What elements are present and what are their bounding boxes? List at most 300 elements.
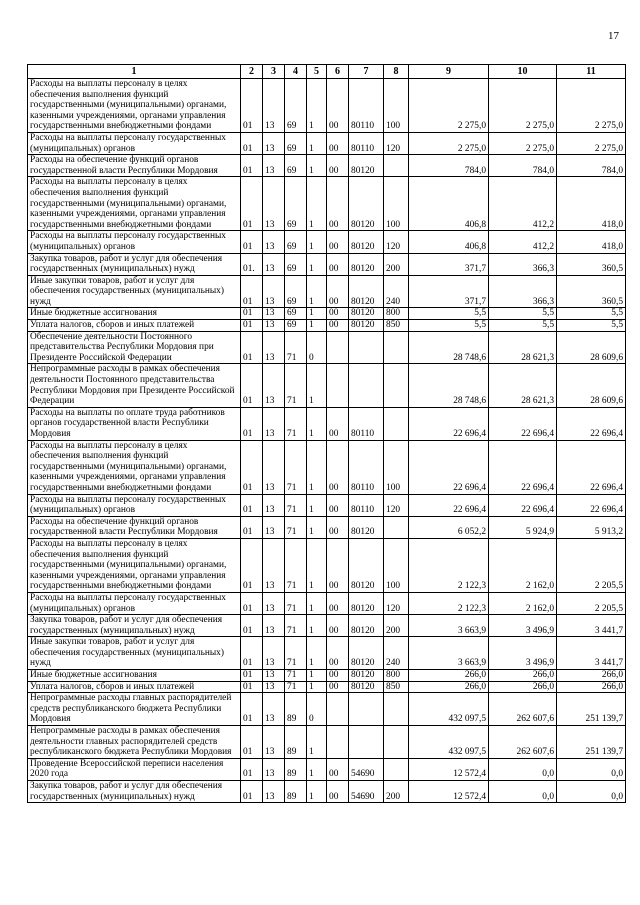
code-direction: 54690	[349, 758, 384, 780]
code-direction: 80120	[349, 538, 384, 592]
code-subprogram: 1	[307, 155, 327, 177]
code-expense-type: 120	[384, 231, 409, 253]
code-program: 89	[285, 726, 307, 759]
code-activity: 00	[327, 494, 349, 516]
row-name: Непрограммные расходы в рамках обеспечения деятельности главных распорядителей средств республиканского бюджета Республики Мордовия	[28, 726, 241, 759]
code-program: 89	[285, 781, 307, 803]
code-section: 01	[241, 177, 263, 231]
row-name: Расходы на выплаты персоналу государственных (муниципальных) органов	[28, 231, 241, 253]
code-subprogram: 0	[307, 331, 327, 364]
code-section: 01	[241, 693, 263, 726]
code-activity: 00	[327, 177, 349, 231]
code-expense-type: 800	[384, 308, 409, 320]
amount-col11: 251 139,7	[557, 726, 626, 759]
amount-col11: 418,0	[557, 231, 626, 253]
table-row	[28, 275, 626, 308]
code-subsection: 13	[263, 670, 285, 682]
code-program: 71	[285, 516, 307, 538]
code-subprogram: 1	[307, 177, 327, 231]
amount-col10: 784,0	[489, 155, 557, 177]
code-section: 01	[241, 726, 263, 759]
amount-col11: 3 441,7	[557, 637, 626, 670]
amount-col11: 360,5	[557, 253, 626, 275]
column-header: 7	[349, 65, 384, 79]
code-subprogram: 1	[307, 320, 327, 332]
code-subprogram: 1	[307, 758, 327, 780]
code-section: 01	[241, 516, 263, 538]
amount-col9: 2 275,0	[409, 132, 489, 154]
table-row	[28, 253, 626, 275]
code-activity	[327, 726, 349, 759]
page-number: 17	[608, 30, 619, 42]
amount-col11: 266,0	[557, 670, 626, 682]
row-name: Непрограммные расходы главных распорядителей средств республиканского бюджета Республики Мордовия	[28, 693, 241, 726]
table-row	[28, 538, 626, 592]
row-name: Закупка товаров, работ и услуг для обеспечения государственных (муниципальных) нужд	[28, 615, 241, 637]
amount-col10: 366,3	[489, 275, 557, 308]
row-name: Расходы на выплаты персоналу государственных (муниципальных) органов	[28, 592, 241, 614]
amount-col10: 28 621,3	[489, 331, 557, 364]
code-expense-type: 200	[384, 615, 409, 637]
code-subprogram: 1	[307, 253, 327, 275]
code-expense-type: 120	[384, 132, 409, 154]
code-program: 69	[285, 177, 307, 231]
code-program: 69	[285, 253, 307, 275]
amount-col10: 2 275,0	[489, 79, 557, 133]
code-section: 01	[241, 275, 263, 308]
row-name: Расходы на выплаты персоналу государственных (муниципальных) органов	[28, 494, 241, 516]
code-subprogram: 1	[307, 637, 327, 670]
code-subprogram: 1	[307, 681, 327, 693]
code-subprogram: 1	[307, 538, 327, 592]
column-header: 11	[557, 65, 626, 79]
code-subprogram: 1	[307, 615, 327, 637]
code-program: 71	[285, 331, 307, 364]
column-header: 1	[28, 65, 241, 79]
code-subprogram: 1	[307, 308, 327, 320]
code-activity: 00	[327, 637, 349, 670]
code-section: 01	[241, 79, 263, 133]
amount-col11: 3 441,7	[557, 615, 626, 637]
code-subsection: 13	[263, 516, 285, 538]
code-subsection: 13	[263, 592, 285, 614]
table-row	[28, 155, 626, 177]
column-header: 6	[327, 65, 349, 79]
table-row	[28, 494, 626, 516]
amount-col10: 2 162,0	[489, 538, 557, 592]
code-program: 69	[285, 79, 307, 133]
code-program: 69	[285, 155, 307, 177]
code-expense-type: 120	[384, 494, 409, 516]
table-row	[28, 758, 626, 780]
code-subsection: 13	[263, 275, 285, 308]
code-activity: 00	[327, 781, 349, 803]
amount-col11: 2 205,5	[557, 538, 626, 592]
table-row	[28, 681, 626, 693]
table-row	[28, 670, 626, 682]
code-expense-type	[384, 516, 409, 538]
row-name: Закупка товаров, работ и услуг для обеспечения государственных (муниципальных) нужд	[28, 253, 241, 275]
amount-col11: 28 609,6	[557, 364, 626, 407]
code-activity: 00	[327, 132, 349, 154]
amount-col10: 266,0	[489, 681, 557, 693]
code-section: 01	[241, 538, 263, 592]
amount-col11: 22 696,4	[557, 440, 626, 494]
code-activity	[327, 331, 349, 364]
code-section: 01	[241, 132, 263, 154]
amount-col9: 784,0	[409, 155, 489, 177]
code-section: 01	[241, 781, 263, 803]
column-header: 5	[307, 65, 327, 79]
code-section: 01	[241, 231, 263, 253]
code-activity: 00	[327, 253, 349, 275]
code-activity: 00	[327, 516, 349, 538]
code-subprogram: 1	[307, 440, 327, 494]
amount-col11: 5 913,2	[557, 516, 626, 538]
amount-col9: 406,8	[409, 177, 489, 231]
amount-col10: 2 162,0	[489, 592, 557, 614]
amount-col11: 0,0	[557, 781, 626, 803]
amount-col9: 2 122,3	[409, 538, 489, 592]
amount-col11: 22 696,4	[557, 494, 626, 516]
amount-col11: 360,5	[557, 275, 626, 308]
amount-col9: 28 748,6	[409, 364, 489, 407]
code-direction: 80120	[349, 308, 384, 320]
code-subprogram: 1	[307, 275, 327, 308]
code-direction: 80110	[349, 132, 384, 154]
amount-col11: 0,0	[557, 758, 626, 780]
code-program: 69	[285, 132, 307, 154]
code-expense-type: 100	[384, 440, 409, 494]
code-program: 69	[285, 320, 307, 332]
amount-col11: 2 205,5	[557, 592, 626, 614]
code-section: 01	[241, 637, 263, 670]
row-name: Иные бюджетные ассигнования	[28, 670, 241, 682]
code-subsection: 13	[263, 538, 285, 592]
amount-col9: 2 275,0	[409, 79, 489, 133]
table-row	[28, 781, 626, 803]
row-name: Непрограммные расходы в рамках обеспечения деятельности Постоянного представительства Республики Мордовия при Президенте Российской Федерации	[28, 364, 241, 407]
code-direction: 80120	[349, 155, 384, 177]
amount-col9: 22 696,4	[409, 494, 489, 516]
row-name: Уплата налогов, сборов и иных платежей	[28, 681, 241, 693]
row-name: Расходы на выплаты персоналу в целях обеспечения выполнения функций государственными (муниципальными) органами, казенными учреждениями, органами управления государственными внебюджетными фондами	[28, 177, 241, 231]
code-subprogram: 1	[307, 132, 327, 154]
code-subsection: 13	[263, 693, 285, 726]
row-name: Расходы на выплаты по оплате труда работников органов государственной власти Республики Мордовия	[28, 407, 241, 440]
code-expense-type: 200	[384, 781, 409, 803]
amount-col9: 12 572,4	[409, 758, 489, 780]
code-activity: 00	[327, 308, 349, 320]
amount-col9: 371,7	[409, 253, 489, 275]
amount-col9: 5,5	[409, 308, 489, 320]
code-subsection: 13	[263, 681, 285, 693]
code-activity: 00	[327, 592, 349, 614]
code-program: 71	[285, 538, 307, 592]
table-row	[28, 726, 626, 759]
amount-col10: 0,0	[489, 758, 557, 780]
code-subsection: 13	[263, 231, 285, 253]
code-activity	[327, 364, 349, 407]
amount-col9: 2 122,3	[409, 592, 489, 614]
code-program: 71	[285, 440, 307, 494]
code-subsection: 13	[263, 132, 285, 154]
code-section: 01	[241, 615, 263, 637]
code-activity	[327, 693, 349, 726]
budget-table	[27, 64, 626, 803]
amount-col9: 5,5	[409, 320, 489, 332]
code-section: 01	[241, 407, 263, 440]
code-subsection: 13	[263, 440, 285, 494]
table-row	[28, 592, 626, 614]
code-activity: 00	[327, 440, 349, 494]
amount-col11: 266,0	[557, 681, 626, 693]
code-activity: 00	[327, 758, 349, 780]
code-activity: 00	[327, 275, 349, 308]
code-section: 01	[241, 681, 263, 693]
code-expense-type	[384, 693, 409, 726]
row-name: Иные закупки товаров, работ и услуг для обеспечения государственных (муниципальных) нужд	[28, 637, 241, 670]
amount-col11: 5,5	[557, 308, 626, 320]
code-subsection: 13	[263, 253, 285, 275]
amount-col10: 3 496,9	[489, 637, 557, 670]
code-direction: 80120	[349, 670, 384, 682]
code-direction: 80120	[349, 231, 384, 253]
code-program: 71	[285, 407, 307, 440]
table-row	[28, 231, 626, 253]
code-subprogram: 0	[307, 693, 327, 726]
amount-col10: 262 607,6	[489, 693, 557, 726]
column-header: 3	[263, 65, 285, 79]
code-direction: 80120	[349, 320, 384, 332]
table-row	[28, 79, 626, 133]
code-section: 01.	[241, 253, 263, 275]
table-row	[28, 132, 626, 154]
table-row	[28, 407, 626, 440]
amount-col10: 412,2	[489, 231, 557, 253]
code-activity: 00	[327, 615, 349, 637]
code-expense-type: 850	[384, 320, 409, 332]
amount-col10: 262 607,6	[489, 726, 557, 759]
amount-col11: 2 275,0	[557, 132, 626, 154]
row-name: Закупка товаров, работ и услуг для обеспечения государственных (муниципальных) нужд	[28, 781, 241, 803]
code-direction: 80120	[349, 637, 384, 670]
code-direction: 80120	[349, 681, 384, 693]
table-row	[28, 440, 626, 494]
code-expense-type: 100	[384, 177, 409, 231]
code-subprogram: 1	[307, 670, 327, 682]
amount-col11: 22 696,4	[557, 407, 626, 440]
amount-col10: 22 696,4	[489, 494, 557, 516]
column-header: 10	[489, 65, 557, 79]
amount-col9: 266,0	[409, 681, 489, 693]
code-expense-type	[384, 758, 409, 780]
amount-col10: 5,5	[489, 308, 557, 320]
code-expense-type	[384, 155, 409, 177]
code-activity: 00	[327, 538, 349, 592]
code-expense-type	[384, 407, 409, 440]
amount-col10: 28 621,3	[489, 364, 557, 407]
amount-col9: 22 696,4	[409, 440, 489, 494]
amount-col10: 412,2	[489, 177, 557, 231]
code-direction: 80110	[349, 79, 384, 133]
column-header: 2	[241, 65, 263, 79]
row-name: Расходы на обеспечение функций органов государственной власти Республики Мордовия	[28, 516, 241, 538]
code-expense-type: 850	[384, 681, 409, 693]
code-program: 71	[285, 494, 307, 516]
amount-col10: 2 275,0	[489, 132, 557, 154]
amount-col10: 3 496,9	[489, 615, 557, 637]
code-program: 69	[285, 231, 307, 253]
amount-col10: 5 924,9	[489, 516, 557, 538]
amount-col9: 22 696,4	[409, 407, 489, 440]
amount-col10: 22 696,4	[489, 440, 557, 494]
code-program: 71	[285, 681, 307, 693]
code-expense-type: 100	[384, 538, 409, 592]
code-subsection: 13	[263, 407, 285, 440]
code-expense-type	[384, 364, 409, 407]
amount-col10: 0,0	[489, 781, 557, 803]
amount-col9: 6 052,2	[409, 516, 489, 538]
column-header: 4	[285, 65, 307, 79]
code-section: 01	[241, 670, 263, 682]
code-expense-type: 800	[384, 670, 409, 682]
code-subsection: 13	[263, 308, 285, 320]
code-direction: 80120	[349, 253, 384, 275]
amount-col10: 5,5	[489, 320, 557, 332]
code-section: 01	[241, 494, 263, 516]
amount-col9: 3 663,9	[409, 637, 489, 670]
code-subsection: 13	[263, 79, 285, 133]
code-subsection: 13	[263, 155, 285, 177]
table-row	[28, 331, 626, 364]
amount-col9: 266,0	[409, 670, 489, 682]
code-program: 69	[285, 308, 307, 320]
code-subprogram: 1	[307, 726, 327, 759]
code-direction	[349, 726, 384, 759]
code-direction: 80110	[349, 440, 384, 494]
code-subprogram: 1	[307, 781, 327, 803]
code-section: 01	[241, 308, 263, 320]
code-direction: 80120	[349, 516, 384, 538]
code-subsection: 13	[263, 320, 285, 332]
table-row	[28, 364, 626, 407]
code-activity: 00	[327, 320, 349, 332]
code-direction: 80120	[349, 177, 384, 231]
code-expense-type	[384, 726, 409, 759]
column-header: 8	[384, 65, 409, 79]
row-name: Обеспечение деятельности Постоянного представительства Республики Мордовия при Президенте Российской Федерации	[28, 331, 241, 364]
code-direction	[349, 693, 384, 726]
row-name: Расходы на выплаты персоналу в целях обеспечения выполнения функций государственными (муниципальными) органами, казенными учреждениями, органами управления государственными внебюджетными фондами	[28, 538, 241, 592]
code-direction	[349, 331, 384, 364]
table-body	[28, 79, 626, 803]
code-section: 01	[241, 320, 263, 332]
table-row	[28, 177, 626, 231]
row-name: Проведение Всероссийской переписи населения 2020 года	[28, 758, 241, 780]
code-activity: 00	[327, 79, 349, 133]
table-row	[28, 516, 626, 538]
code-subprogram: 1	[307, 79, 327, 133]
code-subprogram: 1	[307, 494, 327, 516]
code-expense-type: 120	[384, 592, 409, 614]
code-section: 01	[241, 758, 263, 780]
amount-col11: 28 609,6	[557, 331, 626, 364]
code-section: 01	[241, 592, 263, 614]
amount-col11: 418,0	[557, 177, 626, 231]
row-name: Иные закупки товаров, работ и услуг для обеспечения государственных (муниципальных) нужд	[28, 275, 241, 308]
code-section: 01	[241, 331, 263, 364]
code-direction: 80110	[349, 407, 384, 440]
code-subsection: 13	[263, 364, 285, 407]
table-row	[28, 320, 626, 332]
code-subsection: 13	[263, 726, 285, 759]
code-expense-type: 200	[384, 253, 409, 275]
amount-col9: 371,7	[409, 275, 489, 308]
code-direction: 54690	[349, 781, 384, 803]
table-row	[28, 637, 626, 670]
code-subsection: 13	[263, 758, 285, 780]
code-section: 01	[241, 364, 263, 407]
code-activity: 00	[327, 407, 349, 440]
amount-col10: 22 696,4	[489, 407, 557, 440]
code-direction: 80120	[349, 615, 384, 637]
amount-col9: 28 748,6	[409, 331, 489, 364]
code-program: 71	[285, 592, 307, 614]
code-activity: 00	[327, 155, 349, 177]
code-direction: 80120	[349, 275, 384, 308]
code-program: 89	[285, 758, 307, 780]
code-subprogram: 1	[307, 364, 327, 407]
table-row	[28, 615, 626, 637]
amount-col11: 2 275,0	[557, 79, 626, 133]
row-name: Уплата налогов, сборов и иных платежей	[28, 320, 241, 332]
code-program: 69	[285, 275, 307, 308]
code-expense-type	[384, 331, 409, 364]
code-subsection: 13	[263, 177, 285, 231]
code-expense-type: 240	[384, 275, 409, 308]
code-activity: 00	[327, 670, 349, 682]
table-row	[28, 693, 626, 726]
amount-col11: 5,5	[557, 320, 626, 332]
amount-col11: 251 139,7	[557, 693, 626, 726]
code-direction: 80120	[349, 592, 384, 614]
code-subprogram: 1	[307, 407, 327, 440]
code-program: 71	[285, 364, 307, 407]
code-program: 89	[285, 693, 307, 726]
code-activity: 00	[327, 231, 349, 253]
code-subsection: 13	[263, 331, 285, 364]
row-name: Расходы на обеспечение функций органов государственной власти Республики Мордовия	[28, 155, 241, 177]
amount-col9: 432 097,5	[409, 726, 489, 759]
table-row	[28, 308, 626, 320]
row-name: Расходы на выплаты персоналу в целях обеспечения выполнения функций государственными (муниципальными) органами, казенными учреждениями, органами управления государственными внебюджетными фондами	[28, 440, 241, 494]
code-program: 71	[285, 615, 307, 637]
amount-col9: 432 097,5	[409, 693, 489, 726]
code-section: 01	[241, 440, 263, 494]
code-section: 01	[241, 155, 263, 177]
code-subsection: 13	[263, 781, 285, 803]
code-subsection: 13	[263, 615, 285, 637]
code-subprogram: 1	[307, 592, 327, 614]
code-subsection: 13	[263, 494, 285, 516]
code-direction	[349, 364, 384, 407]
code-program: 71	[285, 670, 307, 682]
amount-col11: 784,0	[557, 155, 626, 177]
code-direction: 80110	[349, 494, 384, 516]
code-subsection: 13	[263, 637, 285, 670]
amount-col9: 3 663,9	[409, 615, 489, 637]
